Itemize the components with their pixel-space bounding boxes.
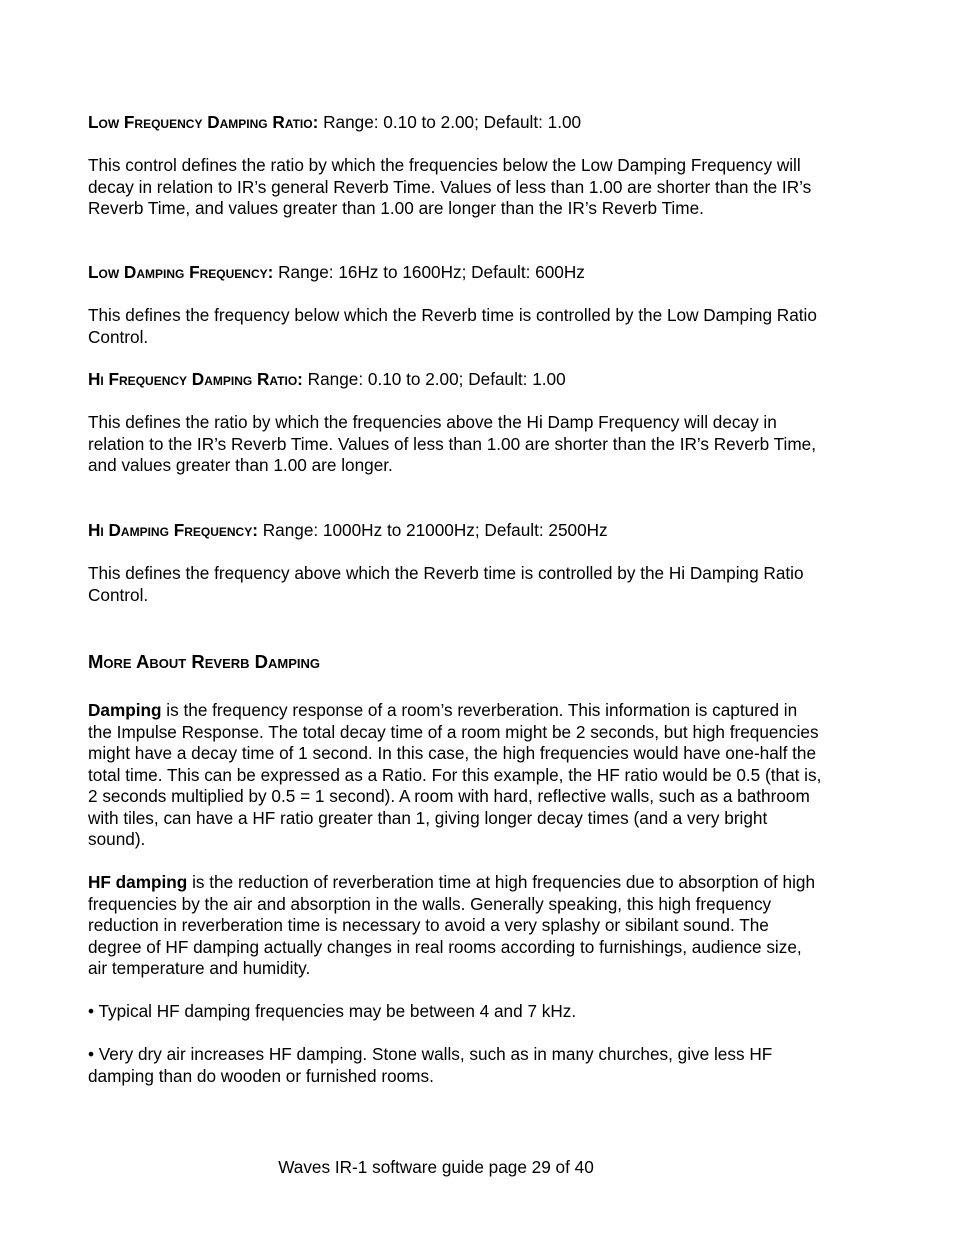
param-name: Hi Frequency Damping Ratio: bbox=[88, 369, 303, 389]
paragraph-text: is the reduction of reverberation time at high frequencies due to absorption of high frequencies by the air and absorption in the walls. Generally speaking, this high frequency reduction in reverberation time is necessary to avoid a very splashy or sibilant sound. The degree of HF damping actually changes in real rooms according to furnishings, audience size, air temperature and humidity. bbox=[88, 872, 816, 978]
param-heading bbox=[88, 112, 824, 134]
term: Damping bbox=[88, 700, 162, 720]
bullet-item: • Very dry air increases HF damping. Stone walls, such as in many churches, give less HF damping than do wooden or furnished rooms. bbox=[88, 1044, 773, 1086]
param-heading bbox=[88, 520, 824, 542]
param-description: This defines the frequency below which the Reverb time is controlled by the Low Damping Ratio Control. bbox=[88, 305, 817, 347]
param-range: Range: 16Hz to 1600Hz; Default: 600Hz bbox=[273, 262, 585, 282]
param-range: Range: 1000Hz to 21000Hz; Default: 2500Hz bbox=[257, 520, 608, 540]
term: HF damping bbox=[88, 872, 188, 892]
paragraph-text: is the frequency response of a room’s reverberation. This information is captured in the Impulse Response. The total decay time of a room might be 2 seconds, but high frequencies might have a decay time of 1 second. In this case, the high frequencies would have one-half the total time. This can be expressed as a Ratio. For this example, the HF ratio would be 0.5 (that is, 2 seconds multiplied by 0.5 = 1 second). A room with hard, reflective walls, such as a bathroom with tiles, can have a HF ratio greater than 1, giving longer decay times (and a very bright sound). bbox=[88, 700, 822, 849]
param-description: This control defines the ratio by which the frequencies below the Low Damping Frequency will decay in relation to IR’s general Reverb Time. Values of less than 1.00 are shorter than the IR’s Reverb Time, and values greater than 1.00 are longer than the IR’s Reverb Time. bbox=[88, 155, 812, 218]
param-description: This defines the frequency above which the Reverb time is controlled by the Hi Damping Ratio Control. bbox=[88, 563, 804, 605]
param-range: Range: 0.10 to 2.00; Default: 1.00 bbox=[302, 369, 566, 389]
param-name: Low Frequency Damping Ratio: bbox=[88, 112, 319, 132]
param-name: Hi Damping Frequency: bbox=[88, 520, 258, 540]
bullet-item: • Typical HF damping frequencies may be between 4 and 7 kHz. bbox=[88, 1001, 577, 1021]
section-heading: More About Reverb Damping bbox=[88, 651, 321, 672]
param-description: This defines the ratio by which the frequencies above the Hi Damp Frequency will decay in relation to the IR’s Reverb Time. Values of less than 1.00 are shorter than the IR’s Reverb Time, and values greater than 1.00 are longer. bbox=[88, 412, 816, 475]
paragraph bbox=[88, 700, 824, 851]
param-heading bbox=[88, 262, 824, 284]
param-heading bbox=[88, 369, 824, 391]
param-range: Range: 0.10 to 2.00; Default: 1.00 bbox=[318, 112, 582, 132]
paragraph bbox=[88, 872, 824, 980]
page-footer: Waves IR-1 software guide page 29 of 40 bbox=[278, 1157, 594, 1177]
param-name: Low Damping Frequency: bbox=[88, 262, 274, 282]
